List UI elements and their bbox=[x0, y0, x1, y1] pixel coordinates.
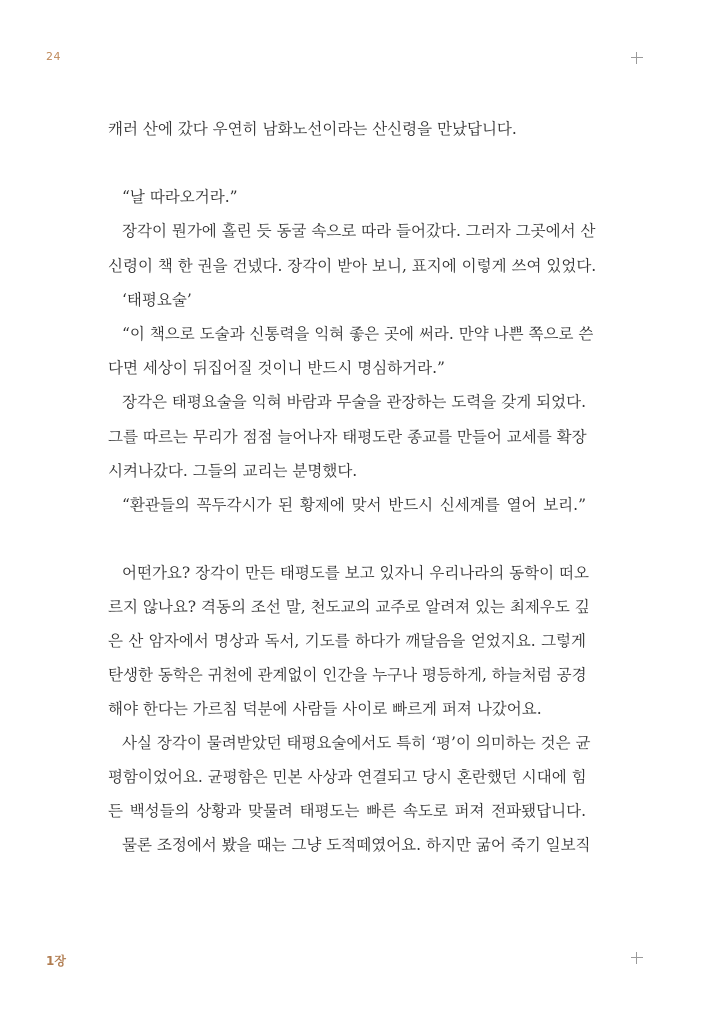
dialogue-line: “환관들의 꼭두각시가 된 황제에 맞서 반드시 신세계를 열어 보리.” bbox=[122, 496, 586, 514]
body-line: 은 산 암자에서 명상과 독서, 기도를 하다가 깨달음을 얻었지요. 그렇게 bbox=[108, 632, 586, 650]
body-line: 탄생한 동학은 귀천에 관계없이 인간을 누구나 평등하게, 하늘처럼 공경 bbox=[108, 666, 587, 684]
book-title-line: ‘태평요술’ bbox=[122, 291, 192, 309]
body-line: 어떤가요? 장각이 만든 태평도를 보고 있자니 우리나라의 동학이 떠오 bbox=[122, 564, 589, 582]
crop-mark-top-icon bbox=[631, 52, 643, 64]
body-line: 사실 장각이 물려받았던 태평요술에서도 특히 ‘평’이 의미하는 것은 균 bbox=[122, 734, 591, 752]
body-line: 르지 않나요? 격동의 조선 말, 천도교의 교주로 알려져 있는 최제우도 깊 bbox=[108, 598, 590, 616]
body-line: 장각이 뭔가에 홀린 듯 동굴 속으로 따라 들어갔다. 그러자 그곳에서 산 bbox=[122, 222, 596, 240]
dialogue-line: “날 따라오거라.” bbox=[122, 188, 238, 206]
body-line: 신령이 책 한 권을 건넸다. 장각이 받아 보니, 표지에 이렇게 쓰여 있었다. bbox=[108, 257, 597, 275]
dialogue-line: “이 책으로 도술과 신통력을 익혀 좋은 곳에 써라. 만약 나쁜 쪽으로 쓴 bbox=[122, 325, 594, 343]
crop-mark-bottom-icon bbox=[631, 952, 643, 964]
body-line: 해야 한다는 가르침 덕분에 사람들 사이로 빠르게 퍼져 나갔어요. bbox=[108, 700, 542, 718]
body-line: 물론 조정에서 봤을 때는 그냥 도적떼였어요. 하지만 굶어 죽기 일보직 bbox=[122, 836, 591, 854]
body-line: 평함이었어요. 균평함은 민본 사상과 연결되고 당시 혼란했던 시대에 힘 bbox=[108, 768, 587, 786]
page-number: 24 bbox=[46, 50, 61, 63]
body-line: 캐러 산에 갔다 우연히 남화노선이라는 산신령을 만났답니다. bbox=[108, 120, 517, 138]
dialogue-line: 다면 세상이 뒤집어질 것이니 반드시 명심하거라.” bbox=[108, 359, 445, 377]
body-line: 든 백성들의 상황과 맞물려 태평도는 빠른 속도로 퍼져 전파됐답니다. bbox=[108, 802, 586, 820]
body-line: 시켜나갔다. 그들의 교리는 분명했다. bbox=[108, 462, 358, 480]
chapter-label: 1장 bbox=[46, 954, 66, 968]
body-line: 장각은 태평요술을 익혀 바람과 무술을 관장하는 도력을 갖게 되었다. bbox=[122, 393, 586, 411]
body-line: 그를 따르는 무리가 점점 늘어나자 태평도란 종교를 만들어 교세를 확장 bbox=[108, 428, 587, 446]
